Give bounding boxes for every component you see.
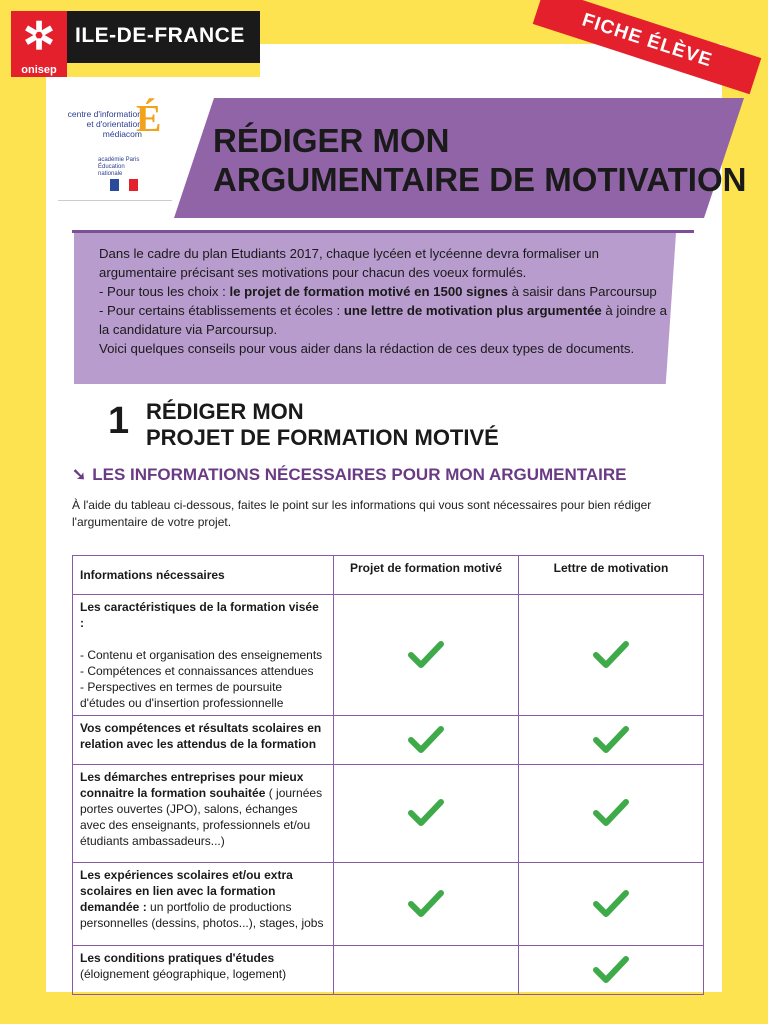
title-line1: RÉDIGER MON — [213, 122, 450, 159]
check-icon — [593, 888, 629, 918]
logo-band — [67, 63, 260, 77]
row-info-bold: Les expériences scolaires et/ou extra scolaires en lien avec la formation demandée : — [80, 868, 293, 914]
table-row — [73, 765, 704, 863]
row-projet — [334, 863, 519, 946]
row-lettre — [519, 765, 704, 863]
row-info-item: - Perspectives en termes de poursuite d'études ou d'insertion professionnelle — [80, 680, 284, 710]
row-info — [73, 595, 334, 716]
check-icon — [408, 888, 444, 918]
row-info-bold: Les conditions pratiques d'études — [80, 951, 275, 965]
row-info-item: - Contenu et organisation des enseignements — [80, 648, 323, 662]
table-row — [73, 863, 704, 946]
page-title — [213, 121, 746, 199]
row-info — [73, 946, 334, 995]
brand-logo — [11, 11, 260, 77]
section-title-line2: PROJET DE FORMATION MOTIVÉ — [146, 425, 499, 450]
brand-sub: onisep — [11, 63, 67, 77]
check-icon — [593, 639, 629, 669]
row-info-bold: Vos compétences et résultats scolaires en relation avec les attendus de la formation — [80, 721, 322, 751]
header-projet: Projet de formation motivé — [334, 556, 519, 595]
row-lettre — [519, 716, 704, 765]
row-info-bold: Les caractéristiques de la formation visée : — [80, 600, 319, 630]
row-info-item: - Compétences et connaissances attendues — [80, 664, 314, 678]
section-title — [146, 399, 499, 451]
table-body — [73, 595, 704, 995]
cio-line1: centre d'information — [67, 109, 142, 119]
check-icon — [593, 954, 629, 984]
check-icon — [408, 639, 444, 669]
info-table — [72, 555, 704, 995]
cio-divider — [58, 200, 172, 201]
check-icon — [408, 797, 444, 827]
header-info: Informations nécessaires — [73, 556, 334, 595]
description: À l'aide du tableau ci-dessous, faites le point sur les informations qui vous sont nécessaires pour bien rédiger l'argumentaire de votre projet. — [72, 498, 652, 529]
cio-sub: académie Paris Éducation nationale — [98, 157, 140, 177]
intro-p3b: une lettre de motivation plus argumentée — [343, 303, 602, 318]
subheading — [72, 465, 627, 485]
cio-line3: médiacom — [102, 129, 142, 139]
subheading-text: LES INFORMATIONS NÉCESSAIRES POUR MON ARGUMENTAIRE — [92, 465, 627, 484]
row-info-detail: un portfolio de productions personnelles (dessins, photos...), stages, jobs — [80, 900, 324, 930]
row-projet — [334, 946, 519, 995]
intro-p1: Dans le cadre du plan Etudiants 2017, chaque lycéen et lycéenne devra formaliser un argumentaire précisant ses motivations pour chacun des voeux formulés. — [99, 246, 599, 280]
check-icon — [593, 724, 629, 754]
table-row — [73, 946, 704, 995]
cio-logo — [58, 97, 172, 201]
row-projet — [334, 765, 519, 863]
row-info — [73, 765, 334, 863]
row-info-detail: ( journées portes ouvertes (JPO), salons, échanges avec des enseignants, professionnels et/ou étudiants ambassadeurs...) — [80, 786, 323, 848]
row-projet — [334, 716, 519, 765]
table-row — [73, 716, 704, 765]
row-lettre — [519, 863, 704, 946]
row-info — [73, 863, 334, 946]
section-number: 1 — [108, 400, 130, 442]
row-lettre — [519, 946, 704, 995]
cio-e-icon: É — [136, 98, 162, 140]
intro-p2b: le projet de formation motivé en 1500 signes — [229, 284, 508, 299]
row-info — [73, 716, 334, 765]
row-lettre — [519, 595, 704, 716]
header-lettre: Lettre de motivation — [519, 556, 704, 595]
onisep-logo-icon: ✲ — [11, 11, 67, 63]
intro-p3c: à joindre a la candidature via Parcoursup. — [99, 303, 667, 337]
intro-top-rule — [72, 230, 694, 233]
table-header-row — [73, 556, 704, 595]
check-icon — [408, 724, 444, 754]
table-row — [73, 595, 704, 716]
cio-line2: et d'orientation — [86, 119, 142, 129]
intro-p2a: - Pour tous les choix : — [99, 284, 230, 299]
row-info-bold: Les démarches entreprises pour mieux connaitre la formation souhaitée — [80, 770, 304, 800]
row-info-detail: (éloignement géographique, logement) — [80, 967, 287, 981]
intro-text — [99, 244, 669, 358]
row-projet — [334, 595, 519, 716]
french-flag-icon — [110, 179, 138, 191]
section-title-line1: RÉDIGER MON — [146, 399, 304, 424]
cio-text — [60, 109, 142, 139]
fiche-eleve-badge: FICHE ÉLÈVE — [533, 0, 762, 94]
brand-name: ILE-DE-FRANCE — [75, 24, 245, 47]
check-icon — [593, 797, 629, 827]
intro-p3a: - Pour certains établissements et écoles : — [99, 303, 344, 318]
arrow-down-right-icon: ➘ — [72, 465, 87, 484]
title-line2: ARGUMENTAIRE DE MOTIVATION — [213, 161, 747, 198]
intro-p2c: à saisir dans Parcoursup — [507, 284, 657, 299]
intro-p4: Voici quelques conseils pour vous aider dans la rédaction de ces deux types de documents. — [99, 341, 635, 356]
